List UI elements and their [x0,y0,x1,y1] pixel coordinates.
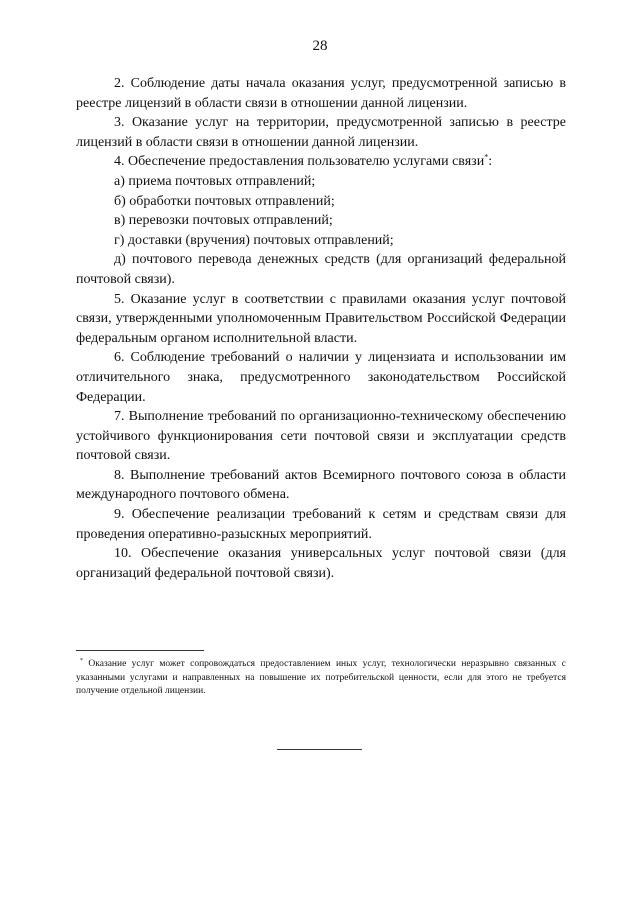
clause-4-item-a: а) приема почтовых отправлений; [114,173,316,189]
clause-6: 6. Соблюдение требований о наличии у лицензиата и использовании им отличительного знака, предусмотренного законодательством Российской Федерации. [76,350,566,405]
clause-4-item-e: д) почтового перевода денежных средств (для организаций федеральной почтовой связи). [76,252,566,287]
clause-4-text: 4. Обеспечение предоставления пользователю услугами связи [114,154,485,170]
document-body [76,74,566,583]
clause-4-item-d: г) доставки (вручения) почтовых отправлений; [114,232,394,248]
clause-7: 7. Выполнение требований по организационно-техническому обеспечению устойчивого функционирования сети почтовой связи и эксплуатации средств почтовой связи. [76,409,566,464]
clause-2: 2. Соблюдение даты начала оказания услуг, предусмотренной записью в реестре лицензий в области связи в отношении данной лицензии. [76,76,566,111]
clause-9: 9. Обеспечение реализации требований к сетям и средствам связи для проведения оперативно-разыскных мероприятий. [76,507,566,542]
footnote-marker: * [80,657,83,664]
clause-4-item-c: в) перевозки почтовых отправлений; [114,213,333,229]
footnote-separator [76,650,204,651]
clause-4-colon: : [488,154,493,170]
clause-4-item-b: б) обработки почтовых отправлений; [114,193,335,209]
footnote [76,658,566,699]
clause-4 [76,152,566,172]
page-number: 28 [312,38,328,54]
footnote-reference-marker[interactable]: * [484,152,489,162]
clause-3: 3. Оказание услуг на территории, предусмотренной записью в реестре лицензий в области связи в отношении данной лицензии. [76,115,566,150]
clause-5: 5. Оказание услуг в соответствии с правилами оказания услуг почтовой связи, утвержденными уполномоченным Правительством Российской Федерации федеральным органом исполнительной власти. [76,291,566,346]
clause-8: 8. Выполнение требований актов Всемирного почтового союза в области международного почтового обмена. [76,467,566,503]
clause-10: 10. Обеспечение оказания универсальных услуг почтовой связи (для организаций федеральной почтовой связи). [76,546,566,581]
footnote-text: Оказание услуг может сопровождаться предоставлением иных услуг, технологически неразрывно связанных с указанными услугами и направленных на повышение их потребительской ценности, если для этого не требуется получение отдельной лицензии. [76,659,567,696]
end-of-document-line [277,749,362,750]
